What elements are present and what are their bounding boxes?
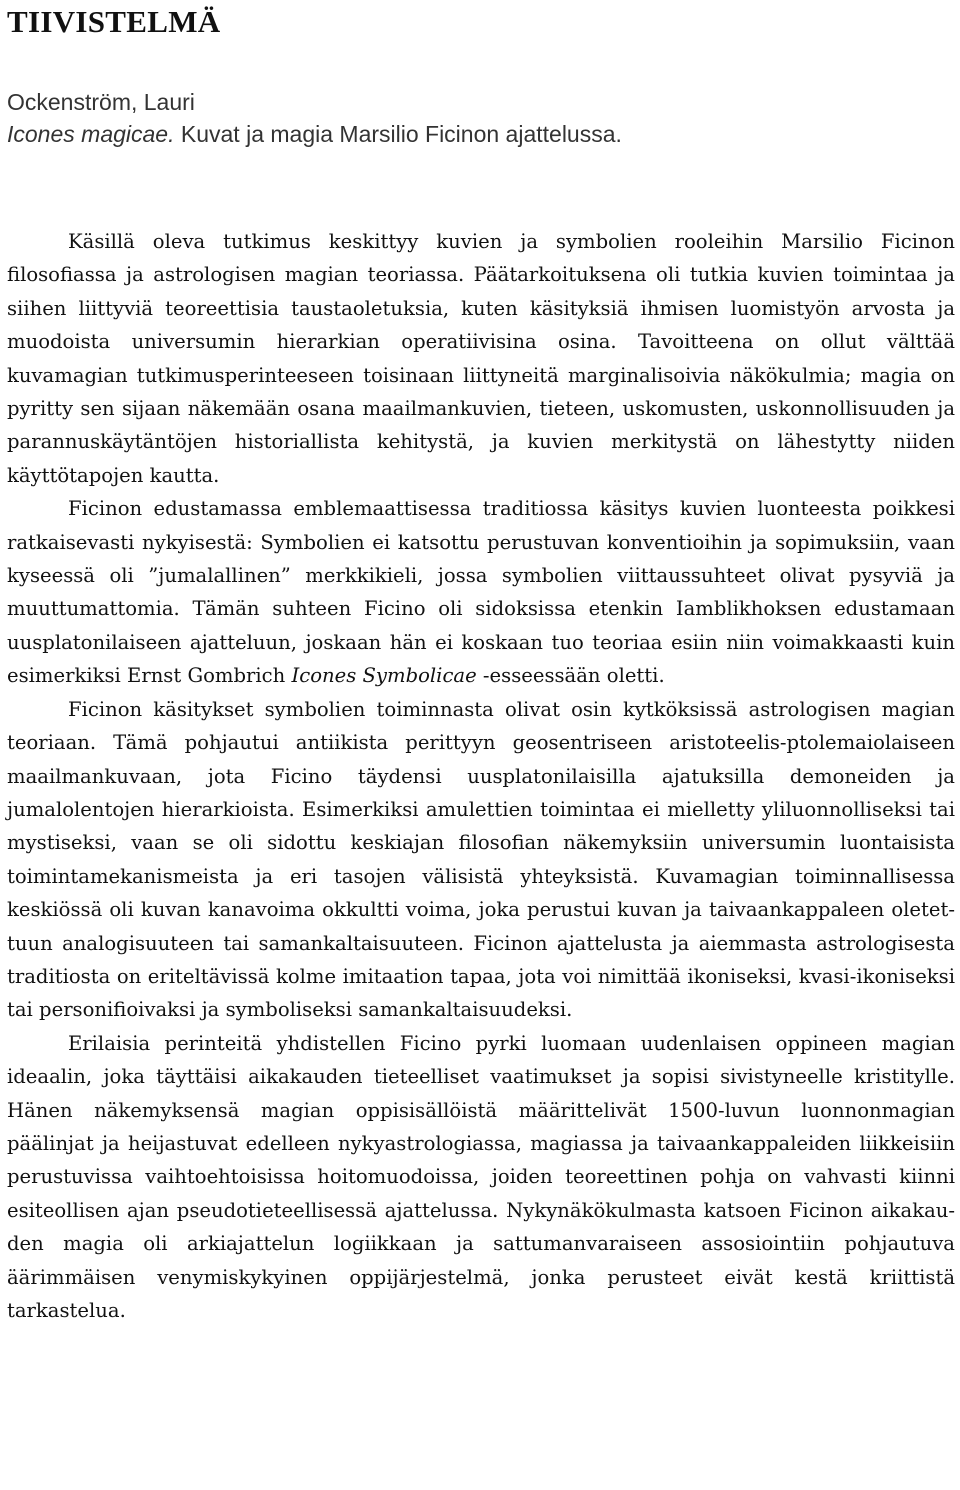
page-heading: TIIVISTELMÄ <box>7 4 221 39</box>
paragraph-2-text-b: -esseessään oletti. <box>476 664 665 688</box>
paragraph-4: Erilaisia perinteitä yhdistellen Ficino pyrki luomaan uudenlaisen oppineen magian ideaalin, joka täyttäisi aikakauden tieteelliset vaatimukset ja sopisi sivistyneelle kristitylle. Hänen näkemyksensä magian oppisisällöistä määrittelivät 1500-luvun luonnonmagian päälinjat ja heijastuvat edelleen nykyastrologiassa, magiassa ja taivaankappaleiden liikkeisiin perustuvissa vaihtoehtoisissa hoitomuodoissa, joiden teoreettinen pohja on vahvasti kiinni esiteollisen ajan pseudotieteellisessä ajattelussa. Nykynäkökulmasta katsoen Ficinon aikakauden magia oli arkiajattelun logiikkaan ja sattumanvaraiseen assosiointiin pohjautuva äärimmäisen venymiskykyinen oppijärjestelmä, jonka perusteet eivät kestä kriittistä tarkastelua. <box>7 1031 955 1322</box>
paragraph-2 <box>7 492 955 692</box>
work-title-rest: Kuvat ja magia Marsilio Ficinon ajattelussa. <box>174 121 622 147</box>
paragraph-3: Ficinon käsitykset symbolien toiminnasta olivat osin kytköksissä astrologisen magian teoriaan. Tämä pohjautui antiikista perittyyn geosentriseen aristoteelis-ptolemaiolaiseen maailmankuvaan, jota Ficino täydensi uusplatonilaisilla ajatuksilla demoneiden ja jumalolentojen hierarkioista. Esimerkiksi amulettien toimintaa ei mielletty yliluonnolliseksi tai mystiseksi, vaan se oli sidottu keskiajan filosofian näkemyksiin universumin luontaisista toimintamekanismeista ja eri tasojen välisistä yhteyksistä. Kuvamagian toiminnallisessa keskiössä oli kuvan kanavoima okkultti voima, joka perustui kuvan ja taivaankappaleen oletettuun analogisuuteen tai samankaltaisuuteen. Ficinon ajattelusta ja aiemmasta astrologisesta traditiosta on eriteltävissä kolme imitaation tapaa, jota voi nimittää ikoniseksi, kvasi-ikoniseksi tai personifioivaksi ja symboliseksi samankaltaisuudeksi. <box>7 697 955 1022</box>
work-title-italic: Icones magicae. <box>7 121 175 147</box>
paragraph-2-italic-title: Icones Symbolicae <box>291 664 477 688</box>
abstract-body <box>7 225 955 1327</box>
paragraph-2-text-a: Ficinon edustamassa emblemaattisessa traditiossa käsitys kuvien luonteesta poikkesi ratkaisevasti nykyisestä: Symbolien ei katsottu perustuvan konventioihin ja sopimuksiin, vaan kyseessä oli ”jumalallinen” merkkikieli, jossa symbolien viittaussuhteet olivat pysyviä ja muuttumattomia. Tämän suhteen Ficino oli sidoksissa etenkin Iamblikhoksen edustamaan uusplatonilaiseen ajatteluun, joskaan hän ei koskaan tuo teoriaa esiin niin voimakkaasti kuin esimerkiksi Ernst Gombrich <box>7 497 955 688</box>
work-title <box>7 118 622 150</box>
citation-block <box>7 86 622 150</box>
author-name: Ockenström, Lauri <box>7 89 195 115</box>
abstract-page <box>7 0 955 1322</box>
paragraph-1: Käsillä oleva tutkimus keskittyy kuvien ja symbolien rooleihin Marsilio Ficinon filosofiassa ja astrologisen magian teoriassa. Päätarkoituksena oli tutkia kuvien toimintaa ja siihen liittyviä teoreettisia taustaoletuksia, kuten käsityksiä ihmisen luomistyön arvosta ja muodoista universumin hierarkian operatiivisina osina. Tavoitteena on ollut välttää kuvamagian tutkimusperinteeseen toisinaan liittyneitä marginalisoivia näkökulmia; magia on pyritty sen sijaan näkemään osana maailmankuvien, tieteen, uskomusten, uskonnollisuuden ja parannuskäytäntöjen historiallista kehitystä, ja kuvien merkitystä on lähestytty niiden käyttötapojen kautta. <box>7 230 955 487</box>
